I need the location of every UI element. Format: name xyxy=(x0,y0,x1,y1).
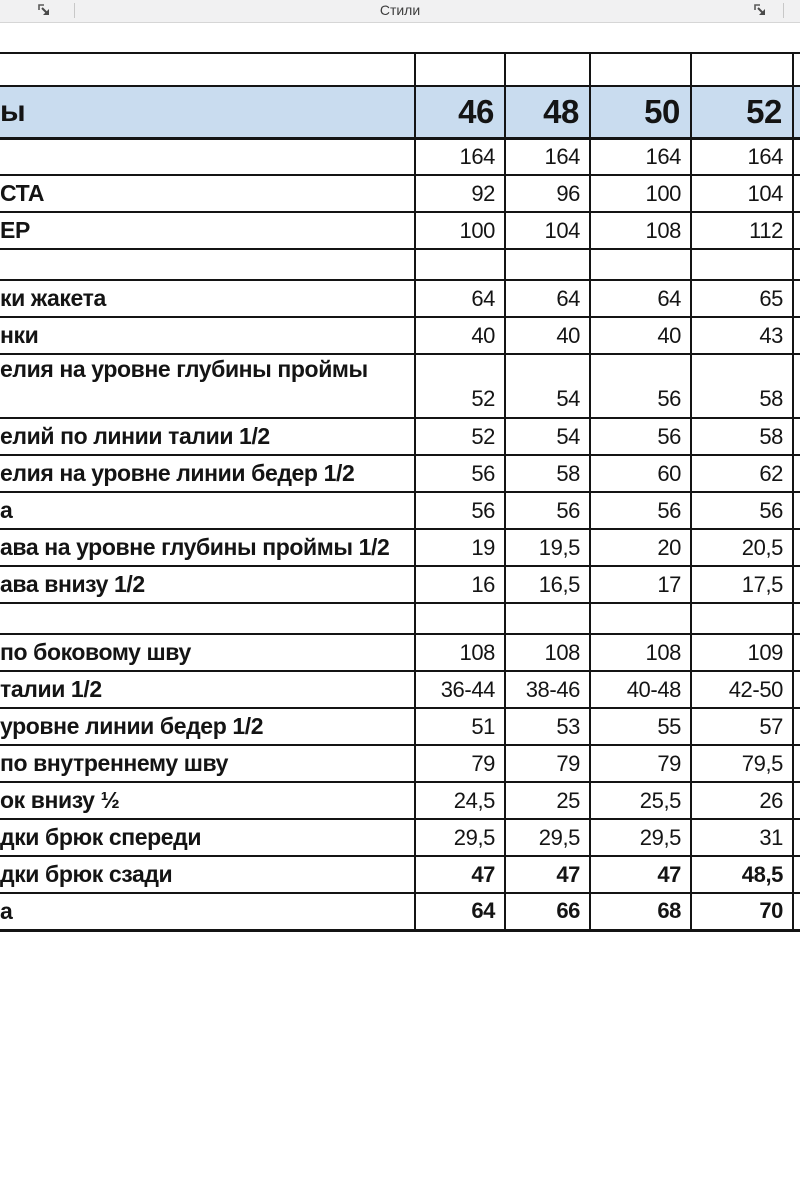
measurement-row xyxy=(0,671,800,708)
size-value-cell[interactable]: 26 xyxy=(691,782,793,819)
row-label-cell[interactable]: нки xyxy=(0,317,415,354)
size-value-cell[interactable]: 64 xyxy=(505,280,590,317)
empty-cell[interactable] xyxy=(691,53,793,86)
ribbon-group-separator xyxy=(783,3,784,18)
partial-column-cell[interactable] xyxy=(793,856,800,893)
size-value-cell[interactable]: 56 xyxy=(415,455,505,492)
partial-column-cell[interactable] xyxy=(793,212,800,249)
size-value-cell[interactable]: 52 xyxy=(415,418,505,455)
size-value-cell[interactable]: 56 xyxy=(415,492,505,529)
size-value-cell[interactable]: 104 xyxy=(691,175,793,212)
partial-column-cell[interactable] xyxy=(793,249,800,280)
size-value-cell[interactable]: 40-48 xyxy=(590,671,691,708)
size-value-cell[interactable]: 42-50 xyxy=(691,671,793,708)
size-value-cell[interactable]: 164 xyxy=(415,138,505,175)
size-value-cell[interactable]: 112 xyxy=(691,212,793,249)
partial-column-cell[interactable] xyxy=(793,280,800,317)
size-value-cell[interactable]: 109 xyxy=(691,634,793,671)
size-value-cell[interactable]: 51 xyxy=(415,708,505,745)
dialog-launcher-icon[interactable] xyxy=(36,3,54,19)
measurement-row xyxy=(0,455,800,492)
partial-column-cell[interactable] xyxy=(793,782,800,819)
ribbon-strip xyxy=(0,0,800,23)
size-value-cell[interactable]: 65 xyxy=(691,280,793,317)
size-value-cell[interactable]: 53 xyxy=(505,708,590,745)
size-value-cell[interactable]: 24,5 xyxy=(415,782,505,819)
measurement-row xyxy=(0,317,800,354)
size-value-cell[interactable]: 43 xyxy=(691,317,793,354)
partial-column-cell[interactable] xyxy=(793,175,800,212)
measurement-row xyxy=(0,708,800,745)
size-value-cell[interactable]: 40 xyxy=(505,317,590,354)
size-value-cell[interactable]: 56 xyxy=(590,354,691,418)
measurement-row xyxy=(0,856,800,893)
size-value-cell[interactable]: 19 xyxy=(415,529,505,566)
empty-cell[interactable] xyxy=(590,53,691,86)
spacer-row xyxy=(0,603,800,634)
measurement-row xyxy=(0,418,800,455)
size-value-cell[interactable]: 62 xyxy=(691,455,793,492)
partial-column-cell[interactable] xyxy=(793,603,800,634)
measurement-row xyxy=(0,566,800,603)
measurement-row xyxy=(0,893,800,930)
row-label-cell[interactable]: а xyxy=(0,492,415,529)
size-value-cell[interactable] xyxy=(415,603,505,634)
size-value-cell[interactable]: 52 xyxy=(415,354,505,418)
row-label-cell[interactable] xyxy=(0,249,415,280)
row-label-cell[interactable]: ава на уровне глубины проймы 1/2 xyxy=(0,529,415,566)
size-value-cell[interactable]: 55 xyxy=(590,708,691,745)
row-label-cell[interactable] xyxy=(0,603,415,634)
size-value-cell[interactable]: 60 xyxy=(590,455,691,492)
size-value-cell[interactable]: 64 xyxy=(590,280,691,317)
size-value-cell[interactable] xyxy=(505,249,590,280)
size-value-cell[interactable]: 47 xyxy=(590,856,691,893)
size-value-cell[interactable]: 79 xyxy=(590,745,691,782)
size-value-cell[interactable]: 17 xyxy=(590,566,691,603)
partial-column-cell[interactable] xyxy=(793,53,800,86)
row-label-cell[interactable]: уровне линии бедер 1/2 xyxy=(0,708,415,745)
partial-column-cell[interactable] xyxy=(793,317,800,354)
size-value-cell[interactable] xyxy=(590,603,691,634)
row-label-cell[interactable]: дки брюк спереди xyxy=(0,819,415,856)
size-value-cell[interactable]: 36-44 xyxy=(415,671,505,708)
partial-column-cell[interactable] xyxy=(793,455,800,492)
size-value-cell[interactable]: 92 xyxy=(415,175,505,212)
row-label-cell[interactable]: по боковому шву xyxy=(0,634,415,671)
size-value-cell[interactable]: 56 xyxy=(590,418,691,455)
row-label-cell[interactable]: талии 1/2 xyxy=(0,671,415,708)
row-label-cell[interactable]: ЕР xyxy=(0,212,415,249)
size-value-cell[interactable]: 108 xyxy=(415,634,505,671)
size-value-cell[interactable] xyxy=(590,249,691,280)
partial-column-cell[interactable] xyxy=(793,418,800,455)
size-value-cell[interactable]: 40 xyxy=(590,317,691,354)
measurement-row xyxy=(0,354,800,418)
size-value-cell[interactable]: 16,5 xyxy=(505,566,590,603)
partial-column-cell[interactable] xyxy=(793,819,800,856)
measurement-row xyxy=(0,212,800,249)
partial-column-cell[interactable] xyxy=(793,671,800,708)
size-value-cell[interactable]: 64 xyxy=(415,280,505,317)
size-value-cell[interactable]: 79 xyxy=(505,745,590,782)
size-value-cell[interactable]: 57 xyxy=(691,708,793,745)
partial-column-cell[interactable] xyxy=(793,566,800,603)
size-value-cell[interactable]: 47 xyxy=(415,856,505,893)
size-value-cell[interactable]: 96 xyxy=(505,175,590,212)
partial-column-cell[interactable] xyxy=(793,634,800,671)
size-value-cell[interactable]: 40 xyxy=(415,317,505,354)
row-label-cell[interactable]: елия на уровне глубины проймы xyxy=(0,354,415,418)
size-value-cell[interactable]: 56 xyxy=(505,492,590,529)
size-value-cell[interactable]: 20 xyxy=(590,529,691,566)
size-value-cell[interactable]: 47 xyxy=(505,856,590,893)
size-value-cell[interactable] xyxy=(691,603,793,634)
measurement-row xyxy=(0,529,800,566)
size-value-cell[interactable]: 104 xyxy=(505,212,590,249)
ribbon-group-separator xyxy=(74,3,75,18)
measurement-row xyxy=(0,819,800,856)
measurement-row xyxy=(0,745,800,782)
size-value-cell[interactable]: 17,5 xyxy=(691,566,793,603)
measurement-row xyxy=(0,175,800,212)
partial-column-cell[interactable] xyxy=(793,529,800,566)
size-value-cell[interactable]: 48,5 xyxy=(691,856,793,893)
size-value-cell[interactable]: 54 xyxy=(505,354,590,418)
size-value-cell[interactable]: 70 xyxy=(691,893,793,930)
size-value-cell[interactable]: 29,5 xyxy=(505,819,590,856)
row-label-cell[interactable]: елия на уровне линии бедер 1/2 xyxy=(0,455,415,492)
size-value-cell[interactable]: 29,5 xyxy=(415,819,505,856)
size-value-cell[interactable] xyxy=(505,603,590,634)
ribbon-group-label: Стили xyxy=(379,2,421,18)
row-label-cell[interactable]: СТА xyxy=(0,175,415,212)
size-value-cell[interactable]: 56 xyxy=(590,492,691,529)
size-value-cell[interactable]: 38-46 xyxy=(505,671,590,708)
size-value-cell[interactable]: 58 xyxy=(505,455,590,492)
size-value-cell[interactable] xyxy=(415,249,505,280)
size-value-cell[interactable]: 108 xyxy=(590,212,691,249)
size-value-cell[interactable]: 54 xyxy=(505,418,590,455)
row-label-cell[interactable]: елий по линии талии 1/2 xyxy=(0,418,415,455)
spacer-row xyxy=(0,249,800,280)
size-value-cell[interactable] xyxy=(691,249,793,280)
size-value-cell[interactable]: 79,5 xyxy=(691,745,793,782)
size-value-cell[interactable]: 20,5 xyxy=(691,529,793,566)
size-value-cell[interactable]: 79 xyxy=(415,745,505,782)
size-value-cell[interactable]: 66 xyxy=(505,893,590,930)
size-value-cell[interactable]: 31 xyxy=(691,819,793,856)
header-size-cell[interactable]: 50 xyxy=(590,86,691,138)
size-value-cell[interactable]: 68 xyxy=(590,893,691,930)
size-value-cell[interactable]: 64 xyxy=(415,893,505,930)
measurement-row xyxy=(0,280,800,317)
size-value-cell[interactable]: 29,5 xyxy=(590,819,691,856)
size-value-cell[interactable]: 58 xyxy=(691,418,793,455)
row-label-cell[interactable] xyxy=(0,138,415,175)
row-label-cell[interactable]: ки жакета xyxy=(0,280,415,317)
row-label-cell[interactable]: дки брюк сзади xyxy=(0,856,415,893)
size-table-body xyxy=(0,138,800,930)
row-label-cell[interactable]: ава внизу 1/2 xyxy=(0,566,415,603)
size-value-cell[interactable]: 19,5 xyxy=(505,529,590,566)
size-value-cell[interactable]: 56 xyxy=(691,492,793,529)
dialog-launcher-icon[interactable] xyxy=(752,3,770,19)
partial-column-cell[interactable] xyxy=(793,893,800,930)
row-label-cell[interactable]: а xyxy=(0,893,415,930)
empty-cell[interactable] xyxy=(505,53,590,86)
size-value-cell[interactable]: 58 xyxy=(691,354,793,418)
size-value-cell[interactable]: 108 xyxy=(590,634,691,671)
size-value-cell[interactable]: 16 xyxy=(415,566,505,603)
empty-cell[interactable] xyxy=(415,53,505,86)
partial-column-cell[interactable] xyxy=(793,354,800,418)
row-label-cell[interactable]: ок внизу ½ xyxy=(0,782,415,819)
partial-column-cell[interactable] xyxy=(793,745,800,782)
size-header-row xyxy=(0,86,800,138)
size-value-cell[interactable]: 164 xyxy=(505,138,590,175)
header-size-cell[interactable]: 48 xyxy=(505,86,590,138)
partial-column-cell[interactable] xyxy=(793,86,800,138)
partial-column-cell[interactable] xyxy=(793,708,800,745)
header-label-cell[interactable]: ы xyxy=(0,86,415,138)
size-value-cell[interactable]: 164 xyxy=(691,138,793,175)
size-value-cell[interactable]: 100 xyxy=(590,175,691,212)
header-size-cell[interactable]: 52 xyxy=(691,86,793,138)
partial-column-cell[interactable] xyxy=(793,138,800,175)
measurement-row xyxy=(0,138,800,175)
measurement-row xyxy=(0,782,800,819)
row-label-cell[interactable]: по внутреннему шву xyxy=(0,745,415,782)
empty-top-row xyxy=(0,53,800,86)
size-chart-table xyxy=(0,52,800,932)
size-value-cell[interactable]: 108 xyxy=(505,634,590,671)
empty-cell[interactable] xyxy=(0,53,415,86)
size-value-cell[interactable]: 164 xyxy=(590,138,691,175)
size-value-cell[interactable]: 100 xyxy=(415,212,505,249)
partial-column-cell[interactable] xyxy=(793,492,800,529)
measurement-row xyxy=(0,492,800,529)
size-value-cell[interactable]: 25,5 xyxy=(590,782,691,819)
measurement-row xyxy=(0,634,800,671)
header-size-cell[interactable]: 46 xyxy=(415,86,505,138)
size-value-cell[interactable]: 25 xyxy=(505,782,590,819)
